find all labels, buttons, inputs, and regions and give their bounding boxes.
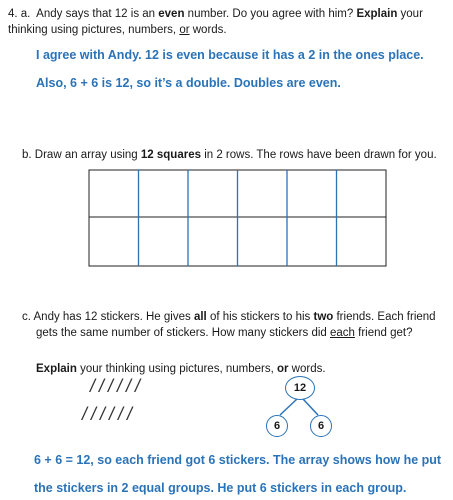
array-outer-border xyxy=(89,170,386,266)
question-4c-line2: gets the same number of stickers. How many stickers did each friend get? xyxy=(36,327,413,339)
number-bond-part-right: 6 xyxy=(310,415,332,437)
number-bond-whole: 12 xyxy=(285,376,315,400)
bond-line-right xyxy=(303,399,318,415)
question-4c-line1: c. Andy has 12 stickers. He gives all of his stickers to his two friends. Each friend xyxy=(22,311,436,323)
tally-marks-row-2: ////// xyxy=(82,404,137,424)
answer-4a-line2: Also, 6 + 6 is 12, so it’s a double. Doubles are even. xyxy=(36,76,341,90)
number-bond-part-left: 6 xyxy=(266,415,288,437)
answer-4a-line1: I agree with Andy. 12 is even because it has a 2 in the ones place. xyxy=(36,48,424,62)
answer-4c-line2: the stickers in 2 equal groups. He put 6 stickers in each group. xyxy=(34,481,407,495)
question-4b: b. Draw an array using 12 squares in 2 rows. The rows have been drawn for you. xyxy=(22,149,437,161)
explain-prompt: Explain your thinking using pictures, numbers, or words. xyxy=(36,363,326,375)
question-4a-line2: thinking using pictures, numbers, or words. xyxy=(8,24,227,36)
tally-marks-row-1: ////// xyxy=(90,376,145,396)
bond-line-left xyxy=(280,399,297,415)
question-4a: 4. a. Andy says that 12 is an even number. Do you agree with him? Explain your xyxy=(8,8,423,20)
answer-4c-line1: 6 + 6 = 12, so each friend got 6 stickers. The array shows how he put xyxy=(34,453,442,467)
